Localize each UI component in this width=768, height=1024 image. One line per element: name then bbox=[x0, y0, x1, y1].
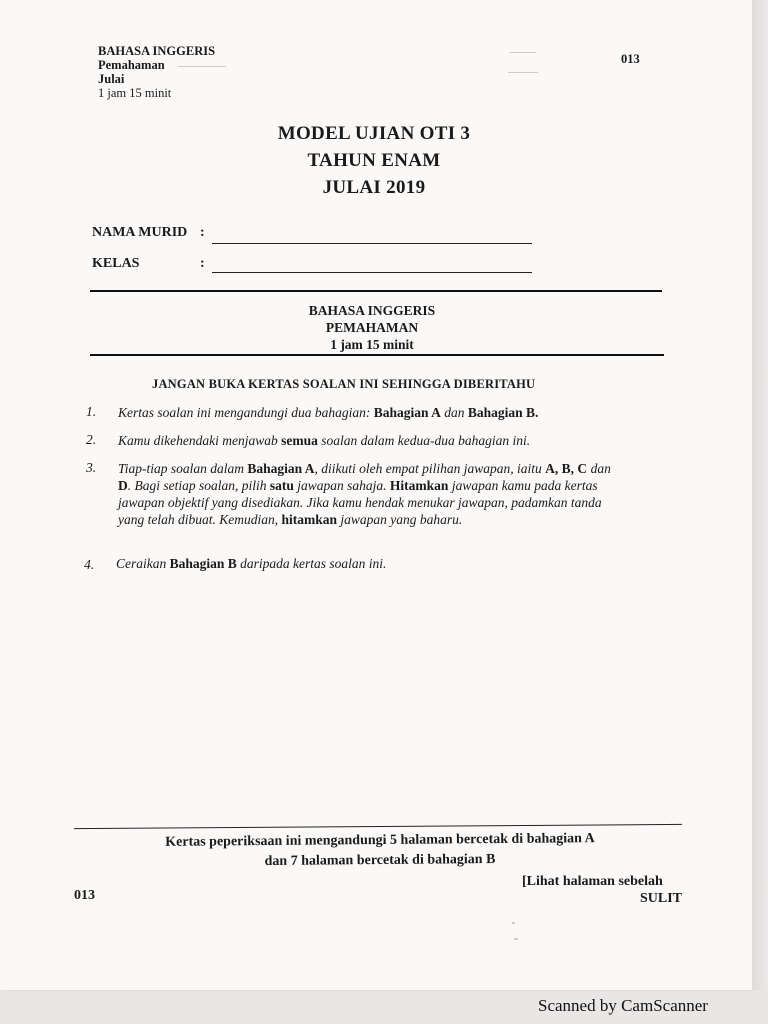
name-colon: : bbox=[200, 225, 205, 240]
instruction-4-run: daripada kertas soalan ini. bbox=[236, 556, 387, 571]
name-input-line[interactable] bbox=[212, 243, 532, 244]
instruction-2-run: Kamu dikehendaki menjawab bbox=[118, 433, 282, 448]
bottom-rule bbox=[90, 354, 664, 356]
instruction-3-run: Hitamkan bbox=[389, 478, 449, 493]
instruction-4-run: Ceraikan bbox=[116, 556, 170, 571]
instruction-1-run: Bahagian B. bbox=[467, 405, 539, 420]
instruction-3-run: jawapan kamu pada kertas jawapan objektif yang disediakan. Jika kamu hendak menukar jawapan, padamkan tanda yang telah dibuat. Kemudian, bbox=[118, 478, 602, 527]
top-rule bbox=[90, 290, 662, 292]
instruction-3-text bbox=[118, 460, 618, 528]
instruction-2-run: semua bbox=[281, 433, 318, 448]
exam-date: JULAI 2019 bbox=[322, 177, 426, 198]
instruction-3-run: Bahagian A bbox=[247, 461, 315, 476]
instruction-2-text bbox=[118, 432, 638, 449]
camscanner-watermark: Scanned by CamScanner bbox=[538, 996, 708, 1015]
instruction-1-number: 1. bbox=[86, 404, 97, 419]
header-code: 013 bbox=[621, 52, 640, 66]
class-input-line[interactable] bbox=[212, 272, 532, 273]
header-paper: Pemahaman bbox=[98, 58, 165, 72]
instruction-2-number: 2. bbox=[86, 432, 97, 447]
instruction-3-run: hitamkan bbox=[281, 512, 338, 527]
do-not-open-warning: JANGAN BUKA KERTAS SOALAN INI SEHINGGA DIBERITAHU bbox=[152, 377, 536, 391]
subject-paper: PEMAHAMAN bbox=[325, 320, 419, 335]
exam-year-level: TAHUN ENAM bbox=[307, 150, 441, 171]
footer-code: 013 bbox=[74, 888, 95, 903]
instruction-1-run: Bahagian A bbox=[373, 405, 441, 420]
instruction-3-run: , diikuti oleh empat pilihan jawapan, iaitu bbox=[314, 461, 546, 476]
name-label: NAMA MURID bbox=[92, 225, 188, 240]
exam-title: MODEL UJIAN OTI 3 bbox=[277, 123, 471, 144]
instruction-1-run: dan bbox=[440, 405, 468, 420]
page-count-note-line2: dan 7 halaman bercetak di bahagian B bbox=[264, 851, 496, 870]
instruction-3-run: . Bagi setiap soalan, pilih bbox=[127, 478, 270, 493]
instruction-3-run: jawapan sahaja. bbox=[293, 478, 390, 493]
instruction-3-run: jawapan yang baharu. bbox=[337, 512, 463, 527]
instruction-4-run: Bahagian B bbox=[169, 556, 237, 571]
instruction-3-number: 3. bbox=[86, 460, 97, 475]
header-subject: BAHASA INGGERIS bbox=[98, 44, 216, 58]
class-label: KELAS bbox=[92, 256, 140, 271]
instruction-3-run: A, B, C bbox=[545, 461, 588, 476]
header-month: Julai bbox=[98, 72, 125, 86]
instruction-4-text bbox=[116, 555, 636, 572]
confidential-label: SULIT bbox=[640, 891, 683, 906]
instruction-3-run: D bbox=[118, 478, 128, 493]
instruction-3-run: dan bbox=[587, 461, 611, 476]
instruction-3-run: satu bbox=[269, 478, 294, 493]
subject-duration: 1 jam 15 minit bbox=[330, 337, 414, 352]
header-duration: 1 jam 15 minit bbox=[98, 86, 172, 100]
page-count-note-line1: Kertas peperiksaan ini mengandungi 5 halaman bercetak di bahagian A bbox=[165, 831, 595, 850]
subject-name: BAHASA INGGERIS bbox=[308, 303, 436, 318]
see-next-page: [Lihat halaman sebelah bbox=[522, 874, 663, 889]
instruction-1-run: Kertas soalan ini mengandungi dua bahagian: bbox=[118, 405, 374, 420]
instruction-2-run: soalan dalam kedua-dua bahagian ini. bbox=[317, 433, 531, 448]
instruction-4-number: 4. bbox=[84, 557, 95, 572]
instruction-1-text bbox=[118, 404, 638, 421]
class-colon: : bbox=[200, 256, 205, 271]
instruction-3-run: Tiap-tiap soalan dalam bbox=[118, 461, 248, 476]
paper-edge bbox=[752, 0, 768, 990]
